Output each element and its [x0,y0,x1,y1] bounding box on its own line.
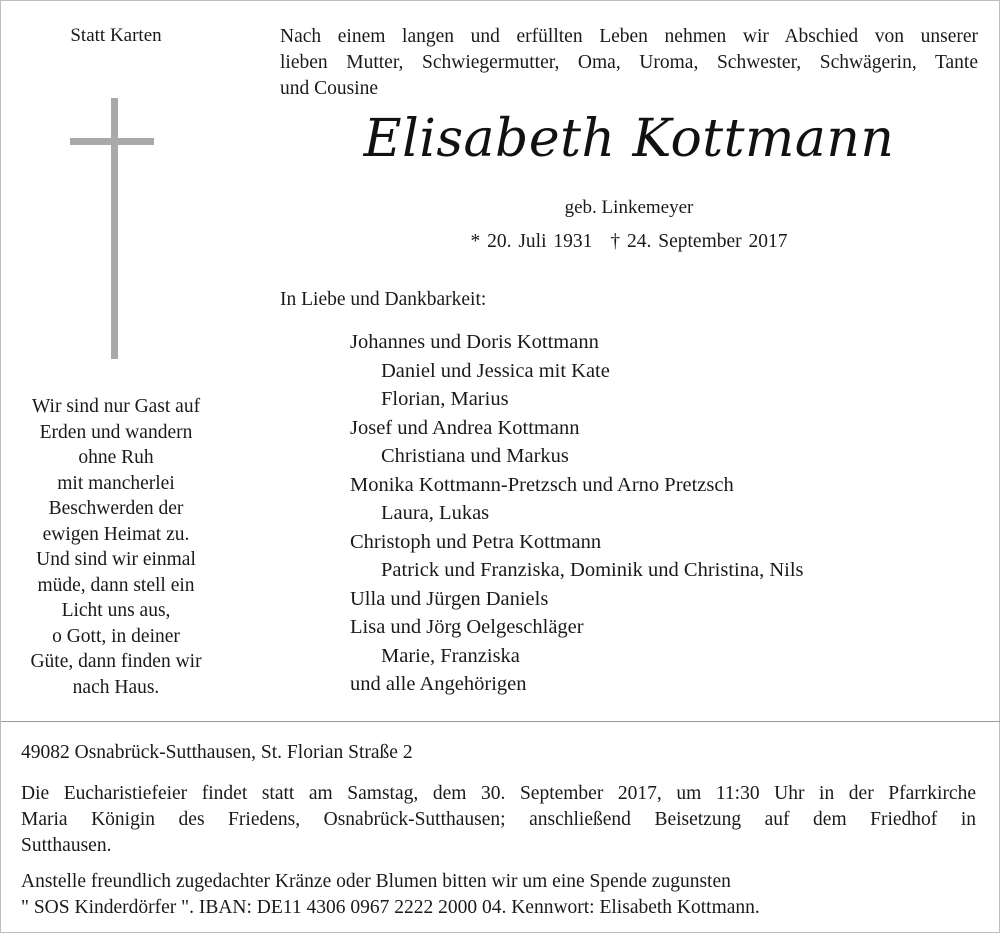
service-line: Maria Königin des Friedens, Osnabrück-Sutthausen; anschließend Beisetzung auf dem Friedhof in [21,809,976,830]
birth-name: geb. Linkemeyer [564,197,694,218]
poem-line: mit mancherlei [57,472,175,494]
mourner-line: Johannes und Doris Kottmann [350,331,599,353]
mourner-line: Patrick und Franziska, Dominik und Christina, Nils [381,559,804,581]
mourner-line: Florian, Marius [381,388,509,410]
poem-line: Und sind wir einmal [36,549,196,570]
cross-horizontal-beam [70,138,154,145]
poem [11,394,221,700]
poem-line: ohne Ruh [78,447,154,468]
donation-line: " SOS Kinderdörfer ". IBAN: DE11 4306 0967 2222 2000 04. Kennwort: Elisabeth Kottmann. [21,897,760,918]
intro-line: und Cousine [280,78,379,99]
mourner-line: Lisa und Jörg Oelgeschläger [350,616,584,638]
address: 49082 Osnabrück-Sutthausen, St. Florian Straße 2 [21,742,413,763]
service-line: Die Eucharistiefeier findet statt am Samstag, dem 30. September 2017, um 11:30 Uhr in der Pfarrkirche [21,783,976,804]
mourner-line: und alle Angehörigen [350,673,527,695]
mourner-line: Monika Kottmann-Pretzsch und Arno Pretzsch [350,473,734,496]
mourner-line: Ulla und Jürgen Daniels [350,587,549,610]
birth-date: * 20. Juli 1931 [470,231,593,252]
donation-line: Anstelle freundlich zugedachter Kränze oder Blumen bitten wir um eine Spende zugunsten [21,871,731,892]
poem-line: ewigen Heimat zu. [42,523,190,545]
mourner-line: Laura, Lukas [381,502,490,524]
intro-text [280,24,978,102]
mourners-heading: In Liebe und Dankbarkeit: [280,289,487,310]
intro-line: Nach einem langen und erfüllten Leben nehmen wir Abschied von unserer [280,26,978,47]
service-info [21,781,976,859]
intro-line: lieben Mutter, Schwiegermutter, Oma, Uroma, Schwester, Schwägerin, Tante [280,52,978,73]
poem-line: o Gott, in deiner [52,625,180,647]
poem-line: Beschwerden der [48,498,184,519]
mourner-line: Marie, Franziska [381,644,520,667]
life-dates [280,231,978,253]
poem-line: Licht uns aus, [61,600,171,621]
divider [1,721,1000,722]
statt-karten-label: Statt Karten [70,25,162,46]
death-date: † 24. September 2017 [610,231,788,252]
mourners-list [350,328,970,699]
deceased-name: Elisabeth Kottmann [363,109,895,169]
mourner-line: Josef und Andrea Kottmann [350,416,580,439]
mourner-line: Christiana und Markus [381,445,569,467]
mourner-line: Christoph und Petra Kottmann [350,530,602,553]
poem-line: Erden und wandern [39,421,193,443]
mourner-line: Daniel und Jessica mit Kate [381,359,610,382]
poem-line: müde, dann stell ein [37,574,195,596]
poem-line: nach Haus. [72,676,160,698]
service-line: Sutthausen. [21,835,112,856]
poem-line: Wir sind nur Gast auf [31,396,201,417]
donation-info [21,869,976,921]
poem-line: Güte, dann finden wir [30,651,202,672]
